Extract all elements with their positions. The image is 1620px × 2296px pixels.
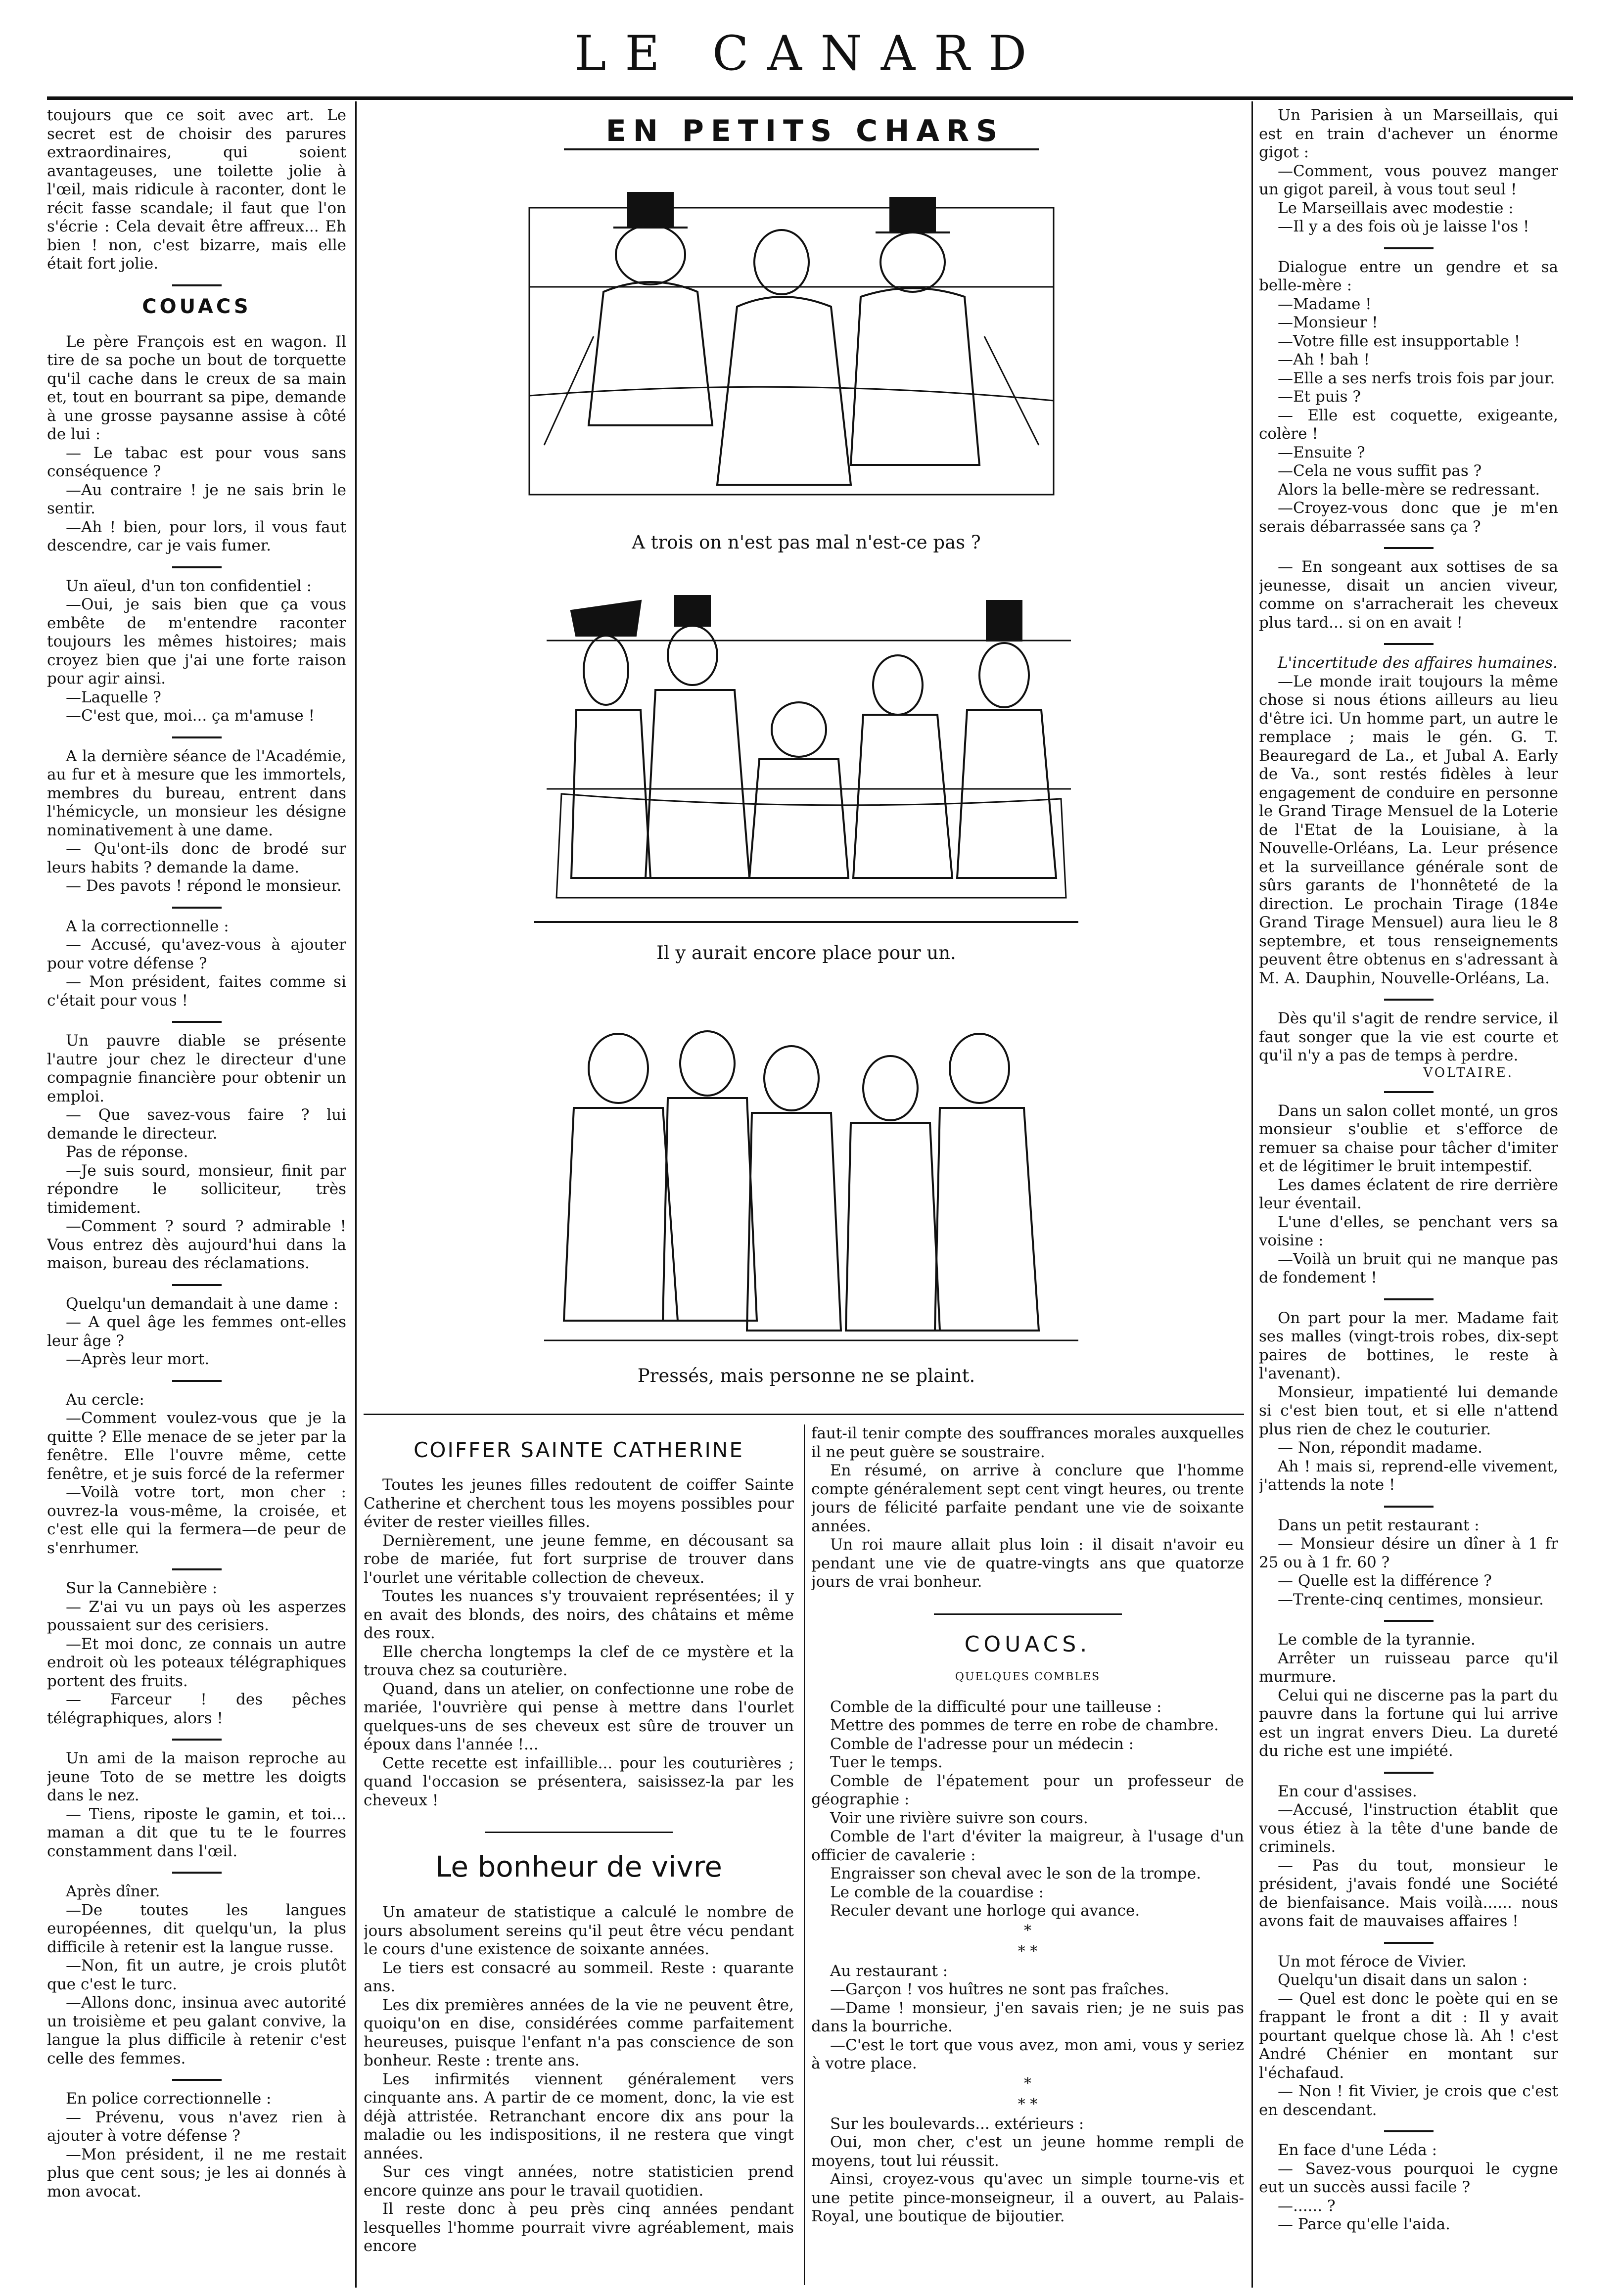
anecdote-line: —Ah ! bah ! [1278, 351, 1370, 368]
coiffer-column [364, 1432, 794, 2283]
comble-line: Mettre des pommes de terre en robe de chambre. [830, 1716, 1219, 1734]
paragraph: Toutes les jeunes filles redoutent de coiffer Sainte Catherine et cherchent tous les moyens possibles pour éviter de rester vieilles filles. [364, 1476, 794, 1531]
anecdote-line: Les dames éclatent de rire derrière leur éventail. [1259, 1176, 1558, 1212]
stars-separator: * * * [1018, 2074, 1038, 2113]
anecdote-line: Sur les boulevards... extérieurs : [830, 2114, 1084, 2133]
comble-line: Engraisser son cheval avec le son de la trompe. [830, 1865, 1202, 1883]
paragraph: Quand, dans un atelier, on confectionne une robe de mariée, l'ouvrière qui pense à mettre dans l'ourlet quelques-uns de ses cheveux est sûre de trouver un époux dans l'année !... [364, 1680, 794, 1753]
anecdote-line: — Que savez-vous faire ? lui demande le directeur. [47, 1106, 346, 1143]
anecdote-line: Après dîner. [66, 1883, 160, 1900]
middle-column [811, 1424, 1244, 2283]
paragraph: Un amateur de statistique a calculé le nombre de jours absolument sereins qu'il peut être vécu pendant le cours d'une existence de soixante années. [364, 1903, 794, 1958]
anecdote-line: Un Parisien à un Marseillais, qui est en train d'achever un énorme gigot : [1259, 106, 1558, 161]
separator [1384, 643, 1434, 645]
separator [1384, 1942, 1434, 1944]
combles-subheading: QUELQUES COMBLES [955, 1670, 1101, 1683]
column-rule-right [1251, 101, 1253, 2288]
anecdote-line: —De toutes les langues européennes, dit quelqu'un, la plus difficile à retenir est la langue russe. [47, 1901, 346, 1956]
anecdote-line: —Garçon ! vos huîtres ne sont pas fraîches. [830, 1980, 1169, 1998]
coiffer-heading: COIFFER SAINTE CATHERINE [414, 1438, 744, 1462]
anecdote-line: — Prévenu, vous n'avez rien à ajouter à votre défense ? [47, 2108, 346, 2145]
left-column [47, 106, 346, 2283]
comble-line: Comble de l'épatement pour un professeur de géographie : [811, 1772, 1244, 1808]
masthead-rule [47, 96, 1573, 100]
separator [172, 1380, 222, 1382]
separator [172, 1284, 222, 1286]
paragraph: Les infirmités viennent généralement vers cinquante ans. A partir de ce moment, donc, la vie est déjà attristée. Retranchant encore dix ans pour la maladie ou les indispositions, il ne restera que vingt années. [364, 2070, 794, 2162]
anecdote-line: — Tiens, riposte le gamin, et toi... maman a dit que tu te le fourres constamment dans l'œil. [47, 1805, 346, 1860]
separator [1384, 247, 1434, 249]
comble-line: Comble de l'art d'éviter la maigreur, à l'usage d'un officier de cavalerie : [811, 1828, 1244, 1864]
anecdote-line: Dès qu'il s'agit de rendre service, il faut songer que la vie est courte et qu'il n'y a pas de temps à perdre. [1259, 1010, 1558, 1064]
comble-line: Tuer le temps. [830, 1753, 943, 1771]
paragraph: Les dix premières années de la vie ne peuvent être, quoiqu'on en dise, considérées comme parfaitement heureuses, puisque l'enfant n'a pas conscience de son bonheur. Reste : trente ans. [364, 1996, 794, 2069]
bonheur-body [364, 1903, 794, 2256]
illustration-three-passengers [514, 188, 1068, 514]
anecdote-line: —Comment ? sourd ? admirable ! Vous entrez dès aujourd'hui dans la maison, bureau des réclamations. [47, 1217, 346, 1272]
anecdote-line: — Quelle est la différence ? [1278, 1572, 1492, 1590]
anecdote-line: On part pour la mer. Madame fait ses malles (vingt-trois robes, dix-sept paires de bottines, le reste à l'avenant). [1259, 1309, 1558, 1382]
anecdote-line: — Non, répondit madame. [1278, 1439, 1482, 1457]
paragraph: Dernièrement, une jeune femme, en décousant sa robe de mariée, fut fort surprise de trouver dans l'ourlet une véritable collection de cheveux. [364, 1531, 794, 1587]
separator [172, 907, 222, 909]
paragraph: En résumé, on arrive à conclure que l'homme compte généralement sept cent vingt heures, ou trente jours de félicité parfaite pendant une vie de soixante années. [811, 1462, 1244, 1535]
anecdote-line: —C'est le tort que vous avez, mon ami, vous y seriez à votre place. [811, 2036, 1244, 2072]
stars-separator: * * * [1018, 1922, 1038, 1960]
title-underline [564, 148, 1039, 150]
anecdote-line: — Farceur ! des pêches télégraphiques, alors ! [47, 1691, 346, 1727]
separator [1384, 1298, 1434, 1300]
anecdote-line: —Cela ne vous suffit pas ? [1278, 462, 1482, 480]
paragraph: faut-il tenir compte des souffrances morales auxquelles il ne peut guère se soustraire. [811, 1424, 1244, 1461]
anecdote-line: Ainsi, croyez-vous qu'avec un simple tourne-vis et une petite pince-monseigneur, il a ouvert, au Palais-Royal, une boutique de bijoutier. [811, 2170, 1244, 2225]
separator [1384, 1506, 1434, 1508]
anecdote-line: —Elle a ses nerfs trois fois par jour. [1278, 369, 1555, 387]
anecdote-line: —Accusé, l'instruction établit que vous étiez à la tête d'une bande de criminels. [1259, 1801, 1558, 1856]
coiffer-body [364, 1476, 794, 1810]
anecdote-line: Ah ! mais si, reprend-elle vivement, j'attends la note ! [1259, 1457, 1558, 1494]
separator [1384, 1772, 1434, 1774]
paragraph: Sur ces vingt années, notre statisticien prend encore quinze ans pour le travail quotidien. [364, 2163, 794, 2200]
anecdote-line: Arrêter un ruisseau parce qu'il murmure. [1259, 1649, 1558, 1686]
anecdote-line: —Non, fit un autre, je crois plutôt que c'est le turc. [47, 1957, 346, 1993]
comble-line: Voir une rivière suivre son cours. [830, 1809, 1088, 1827]
couacs-heading: COUACS. [964, 1631, 1091, 1657]
signature-voltaire: VOLTAIRE. [1423, 1065, 1514, 1080]
comble-line: Le comble de la couardise : [830, 1883, 1044, 1901]
anecdote-line: —Laquelle ? [66, 688, 161, 706]
anecdote-line: — Parce qu'elle l'aida. [1278, 2215, 1450, 2233]
anecdote-line: Quelqu'un demandait à une dame : [66, 1294, 339, 1313]
anecdote-line: Pas de réponse. [66, 1143, 188, 1161]
combles-list [811, 1698, 1244, 1921]
anecdote-line: Sur la Cannebière : [66, 1579, 218, 1597]
separator [172, 2079, 222, 2081]
anecdote-line: —Il y a des fois où je laisse l'os ! [1278, 218, 1529, 235]
paragraph: toujours que ce soit avec art. Le secret est de choisir des parures extraordinaires, qui soient avantageuses, une toilette jolie à l'œil, mais ridicule à raconter, dont le récit fasse scandale; il faut que l'on s'écrie : Cela devait être affreux... Eh bien ! non, c'est bizarre, mais elle était fort jolie. [47, 106, 346, 273]
anecdote-line: L'une d'elles, se penchant vers sa voisine : [1259, 1213, 1558, 1249]
anecdote-line: —Monsieur ! [1278, 314, 1378, 331]
anecdote-line: — Accusé, qu'avez-vous à ajouter pour votre défense ? [47, 936, 346, 972]
right-column [1259, 106, 1558, 2283]
paragraph: Il reste donc à peu près cinq années pendant lesquelles l'homme pourrait vivre agréablement, mais encore [364, 2200, 794, 2255]
anecdote-line: Au cercle: [66, 1390, 144, 1409]
anecdote-line: — Z'ai vu un pays où les asperzes poussaient sur des cerisiers. [47, 1598, 346, 1634]
paragraph: Elle chercha longtemps la clef de ce mystère et la trouva chez sa couturière. [364, 1643, 794, 1679]
anecdote-line: —Comment voulez-vous que je la quitte ? Elle menace de se jeter par la fenêtre. Elle l'ouvre même, cette fenêtre, et je suis forcé de la refermer [47, 1409, 346, 1483]
separator [172, 736, 222, 738]
separator [1384, 547, 1434, 549]
anecdote-line: — Qu'ont-ils donc de brodé sur leurs habits ? demande la dame. [47, 840, 346, 876]
anecdote-line: —Et puis ? [1278, 388, 1361, 406]
anecdote-line: —Dame ! monsieur, j'en savais rien; je ne suis pas dans la bourriche. [811, 1999, 1244, 2035]
anecdote-line: —Au contraire ! je ne sais brin le sentir. [47, 481, 346, 517]
separator [1384, 999, 1434, 1001]
anecdote-line: —Après leur mort. [66, 1350, 210, 1368]
anecdote-line: —Trente-cinq centimes, monsieur. [1278, 1590, 1544, 1608]
caption-2: Il y aurait encore place pour un. [656, 942, 956, 964]
anecdote-line: — Pas du tout, monsieur le président, j'avais fondé une Société de bienfaisance. Mais voilà...... nous avons fait de mauvaises affaires ! [1259, 1856, 1558, 1930]
separator [1384, 2130, 1434, 2132]
anecdote-line: Oui, mon cher, c'est un jeune homme rempli de moyens, tout lui réussit. [811, 2133, 1244, 2170]
paragraph: Un roi maure allait plus loin : il disait n'avoir eu pendant une vie de quatre-vingts ans que quatorze jours de vrai bonheur. [811, 1536, 1244, 1591]
anecdote-line: —Croyez-vous donc que je m'en serais débarrassée sans ça ? [1259, 499, 1558, 536]
separator [172, 1568, 222, 1570]
anecdote-line: — Mon président, faites comme si c'était pour vous ! [47, 973, 346, 1010]
masthead: LE CANARD [574, 26, 1046, 81]
separator [172, 1021, 222, 1023]
comble-line: Comble de l'adresse pour un médecin : [830, 1735, 1134, 1753]
anecdote-line: A la dernière séance de l'Académie, au fur et à mesure que les immortels, membres du bureau, entrent dans l'hémicycle, un monsieur les désigne nominativement à une dame. [47, 747, 346, 839]
anecdote-line: Dialogue entre un gendre et sa belle-mère : [1259, 258, 1558, 294]
paragraph: Toutes les nuances s'y trouvaient représentées; il y en avait des blonds, des noirs, des châtains et même des roux. [364, 1587, 794, 1642]
anecdote-line: —...... ? [1278, 2197, 1336, 2215]
anecdote-line: Au restaurant : [830, 1962, 948, 1980]
anecdote-line: —Allons donc, insinua avec autorité un troisième et peu galant convive, la langue la plus difficile à retenir c'est celle des femmes. [47, 1994, 346, 2067]
anecdote-line: — Non ! fit Vivier, je crois que c'est en descendant. [1259, 2082, 1558, 2119]
anecdote-line: —Mon président, il ne me restait plus que cent sous; je les ai donnés à mon avocat. [47, 2145, 346, 2201]
column-rule-left [355, 101, 357, 2288]
page-title-en-petits-chars: EN PETITS CHARS [605, 114, 1005, 148]
anecdote-line: —Oui, je sais bien que ça vous embête de m'entendre raconter toujours les mêmes histoires; mais croyez bien que j'ai une forte raison pour agir ainsi. [47, 596, 346, 688]
section-rule-coiffer [364, 1414, 1244, 1415]
anecdote-line: Alors la belle-mère se redressant. [1278, 480, 1540, 499]
anecdote-line: Un aïeul, d'un ton confidentiel : [66, 577, 312, 595]
couacs-heading: COUACS [142, 295, 251, 318]
caption-1: A trois on n'est pas mal n'est-ce pas ? [632, 532, 981, 553]
anecdote-line: —Voilà votre tort, mon cher : ouvrez-la vous-même, la croisée, et c'est elle qui la fermera—de peur de s'enrhumer. [47, 1483, 346, 1557]
boulevards-anecdote [811, 2115, 1244, 2226]
anecdote-line: —Votre fille est insupportable ! [1278, 332, 1521, 350]
anecdote-line: —Madame ! [1278, 295, 1372, 313]
restaurant-anecdote [811, 1962, 1244, 2073]
anecdote-line: Un pauvre diable se présente l'autre jour chez le directeur d'une compagnie financière pour obtenir un emploi. [47, 1032, 346, 1105]
paragraph: Cette recette est infaillible... pour les couturières ; quand l'occasion se présentera, saisissez-la par les cheveux ! [364, 1754, 794, 1809]
anecdote-line: — Savez-vous pourquoi le cygne eut un succès aussi facile ? [1259, 2159, 1558, 2196]
anecdote-line: — Des pavots ! répond le monsieur. [66, 877, 342, 895]
separator [934, 1613, 1122, 1615]
anecdote-line: — Quel est donc le poète qui en se frappant le front a dit : Il y avait pourtant quelque chose là. Ah ! c'est André Chénier en montant sur l'échafaud. [1259, 1989, 1558, 2082]
anecdote-line: En police correctionnelle : [66, 2090, 272, 2108]
anecdote-line: —Voilà un bruit qui ne manque pas de fondement ! [1259, 1250, 1558, 1286]
anecdote-line: Quelqu'un disait dans un salon : [1278, 1971, 1528, 1989]
anecdote-line: —Comment, vous pouvez manger un gigot pareil, à vous tout seul ! [1259, 162, 1558, 198]
anecdote-line: —Ensuite ? [1278, 443, 1365, 461]
separator [485, 1832, 673, 1833]
anecdote-line: Un ami de la maison reproche au jeune Toto de se mettre les doigts dans le nez. [47, 1749, 346, 1804]
separator [172, 1872, 222, 1874]
caption-3: Pressés, mais personne ne se plaint. [637, 1365, 975, 1386]
anecdote-line: Le comble de la tyrannie. [1278, 1631, 1476, 1649]
anecdote-line: — Elle est coquette, exigeante, colère ! [1259, 406, 1558, 443]
anecdote-line: — Le tabac est pour vous sans conséquence ? [47, 444, 346, 480]
anecdote-line: Monsieur, impatienté lui demande si c'est bien tout, et si elle n'attend plus rien de chez le couturier. [1259, 1383, 1558, 1438]
anecdote-line: — En songeant aux sottises de sa jeunesse, disait un ancien viveur, comme on s'arracherait les cheveux plus tard... si on en avait ! [1259, 558, 1558, 632]
illustration-2-rule [534, 921, 1078, 923]
anecdote-line: En face d'une Léda : [1278, 2141, 1437, 2159]
anecdote-line: Dans un petit restaurant : [1278, 1516, 1480, 1534]
comble-line: Comble de la difficulté pour une tailleuse : [830, 1698, 1162, 1716]
comble-line: Reculer devant une horloge qui avance. [830, 1902, 1140, 1920]
middle-body [811, 1424, 1244, 1592]
anecdote-line: — Monsieur désire un dîner à 1 fr 25 ou à 1 fr. 60 ? [1259, 1535, 1558, 1571]
bonheur-heading: Le bonheur de vivre [435, 1850, 722, 1883]
anecdote-line: A la correctionnelle : [66, 917, 229, 935]
paragraph: Le tiers est consacré au sommeil. Reste : quarante ans. [364, 1959, 794, 1995]
anecdote-line: — A quel âge les femmes ont-elles leur âge ? [47, 1313, 346, 1350]
illustration-five-passengers [542, 581, 1081, 918]
anecdote-line: Celui qui ne discerne pas la part du pauvre dans la fortune qui lui arrive est un ingrat envers Dieu. La dureté du riche est une impiété. [1259, 1686, 1558, 1760]
anecdote-line: Le Marseillais avec modestie : [1278, 199, 1514, 217]
column-rule-middle [804, 1424, 805, 2285]
separator [1384, 1091, 1434, 1093]
anecdote-line: Le père François est en wagon. Il tire de sa poche un bout de torquette qu'il cache dans le creux de sa main et, tout en bourrant sa pipe, demande à une grosse paysanne assise à côté de lui : [47, 332, 346, 443]
separator [172, 1739, 222, 1741]
separator [1384, 1620, 1434, 1622]
anecdote-line: —C'est que, moi... ça m'amuse ! [66, 707, 315, 725]
anecdote-line: —Je suis sourd, monsieur, finit par répondre le solliciteur, très timidement. [47, 1161, 346, 1217]
anecdote-line: Dans un salon collet monté, un gros monsieur s'oublie et s'efforce de remuer sa chaise pour tâcher d'imiter et de légitimer le bruit intempestif. [1259, 1102, 1558, 1175]
illustration-crowded-passengers [544, 1014, 1078, 1370]
anecdote-line: —Ah ! bien, pour lors, il vous faut descendre, car je vais fumer. [47, 518, 346, 554]
anecdote-line: —Le monde irait toujours la même chose si nous étions ailleurs au lieu d'être ici. Un homme part, un autre le remplace ; mais le gén. G. T. Beauregard de La., et Jubal A. Early de Va., sont restés fidèles à leur engagement de conduire en personne le Grand Tirage Mensuel de la Loterie de l'Etat de la Louisiane, à la Nouvelle-Orléans, La. Leur présence et la surveillance générale sont de sûrs garants de l'honnêteté de la direction. Le prochain Tirage (184e Grand Tirage Mensuel) aura lieu le 8 septembre, et tous renseignements peuvent être obtenus en s'adressant à M. A. Dauphin, Nouvelle-Orléans, La. [1259, 672, 1558, 987]
anecdote-line: Un mot féroce de Vivier. [1278, 1952, 1467, 1971]
anecdote-line: —Et moi donc, ze connais un autre endroit où les poteaux télégraphiques portent des fruits. [47, 1635, 346, 1690]
anecdote-line: En cour d'assises. [1278, 1782, 1417, 1800]
anecdote-line: L'incertitude des affaires humaines. [1278, 654, 1558, 672]
separator [172, 284, 222, 286]
separator [172, 566, 222, 568]
